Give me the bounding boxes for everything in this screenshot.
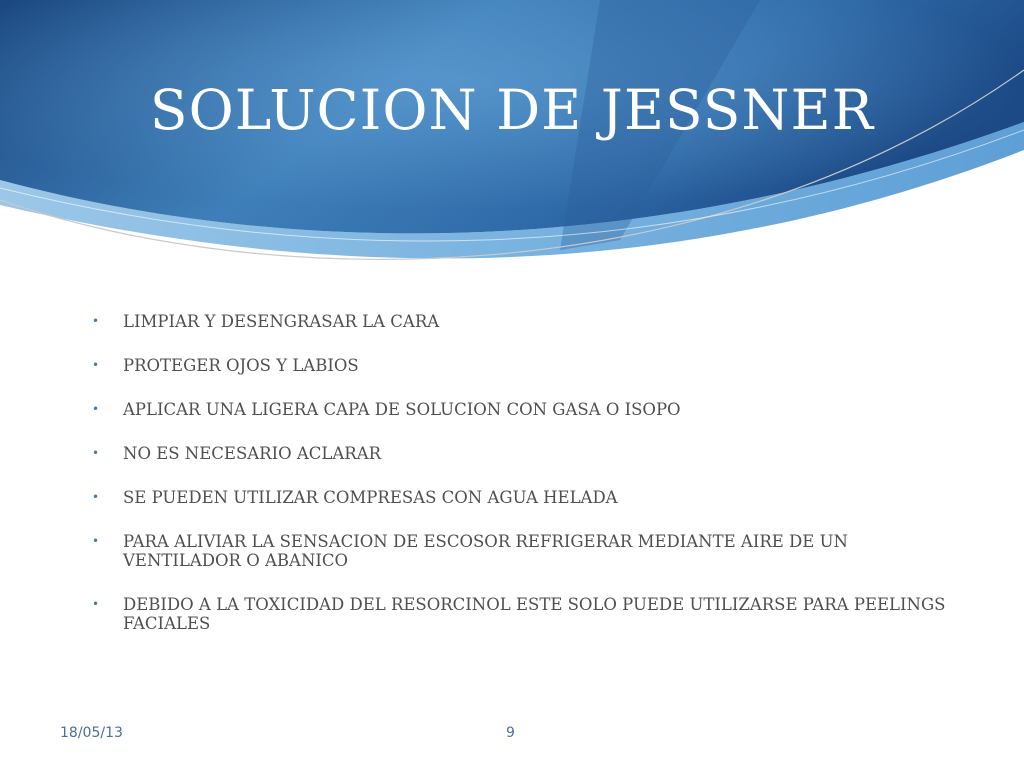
- list-item: [92, 488, 952, 507]
- bullet-text: DEBIDO A LA TOXICIDAD DEL RESORCINOL ESTE SOLO PUEDE UTILIZARSE PARA PEELINGS FACIALES: [123, 595, 946, 633]
- list-item: [92, 356, 952, 375]
- bullet-icon: •: [92, 534, 100, 548]
- header-wave-background: [0, 0, 1024, 300]
- bullet-text: PARA ALIVIAR LA SENSACION DE ESCOSOR REFRIGERAR MEDIANTE AIRE DE UN VENTILADOR O ABANICO: [123, 532, 848, 570]
- bullet-text: APLICAR UNA LIGERA CAPA DE SOLUCION CON GASA O ISOPO: [123, 400, 681, 419]
- list-item: [92, 444, 952, 463]
- bullet-icon: •: [92, 597, 100, 611]
- bullet-icon: •: [92, 314, 100, 328]
- bullet-text: SE PUEDEN UTILIZAR COMPRESAS CON AGUA HELADA: [123, 488, 618, 507]
- bullet-icon: •: [92, 358, 100, 372]
- slide-title: SOLUCION DE JESSNER: [149, 78, 875, 142]
- bullet-text: LIMPIAR Y DESENGRASAR LA CARA: [123, 312, 440, 331]
- list-item: [92, 312, 952, 331]
- bullet-icon: •: [92, 490, 100, 504]
- list-item: [92, 595, 952, 633]
- bullet-list: [92, 312, 952, 658]
- list-item: [92, 532, 952, 570]
- bullet-icon: •: [92, 446, 100, 460]
- footer-date: 18/05/13: [60, 725, 123, 741]
- bullet-text: PROTEGER OJOS Y LABIOS: [123, 356, 359, 375]
- list-item: [92, 400, 952, 419]
- footer-page-number: 9: [506, 725, 515, 741]
- bullet-icon: •: [92, 402, 100, 416]
- bullet-text: NO ES NECESARIO ACLARAR: [123, 444, 382, 463]
